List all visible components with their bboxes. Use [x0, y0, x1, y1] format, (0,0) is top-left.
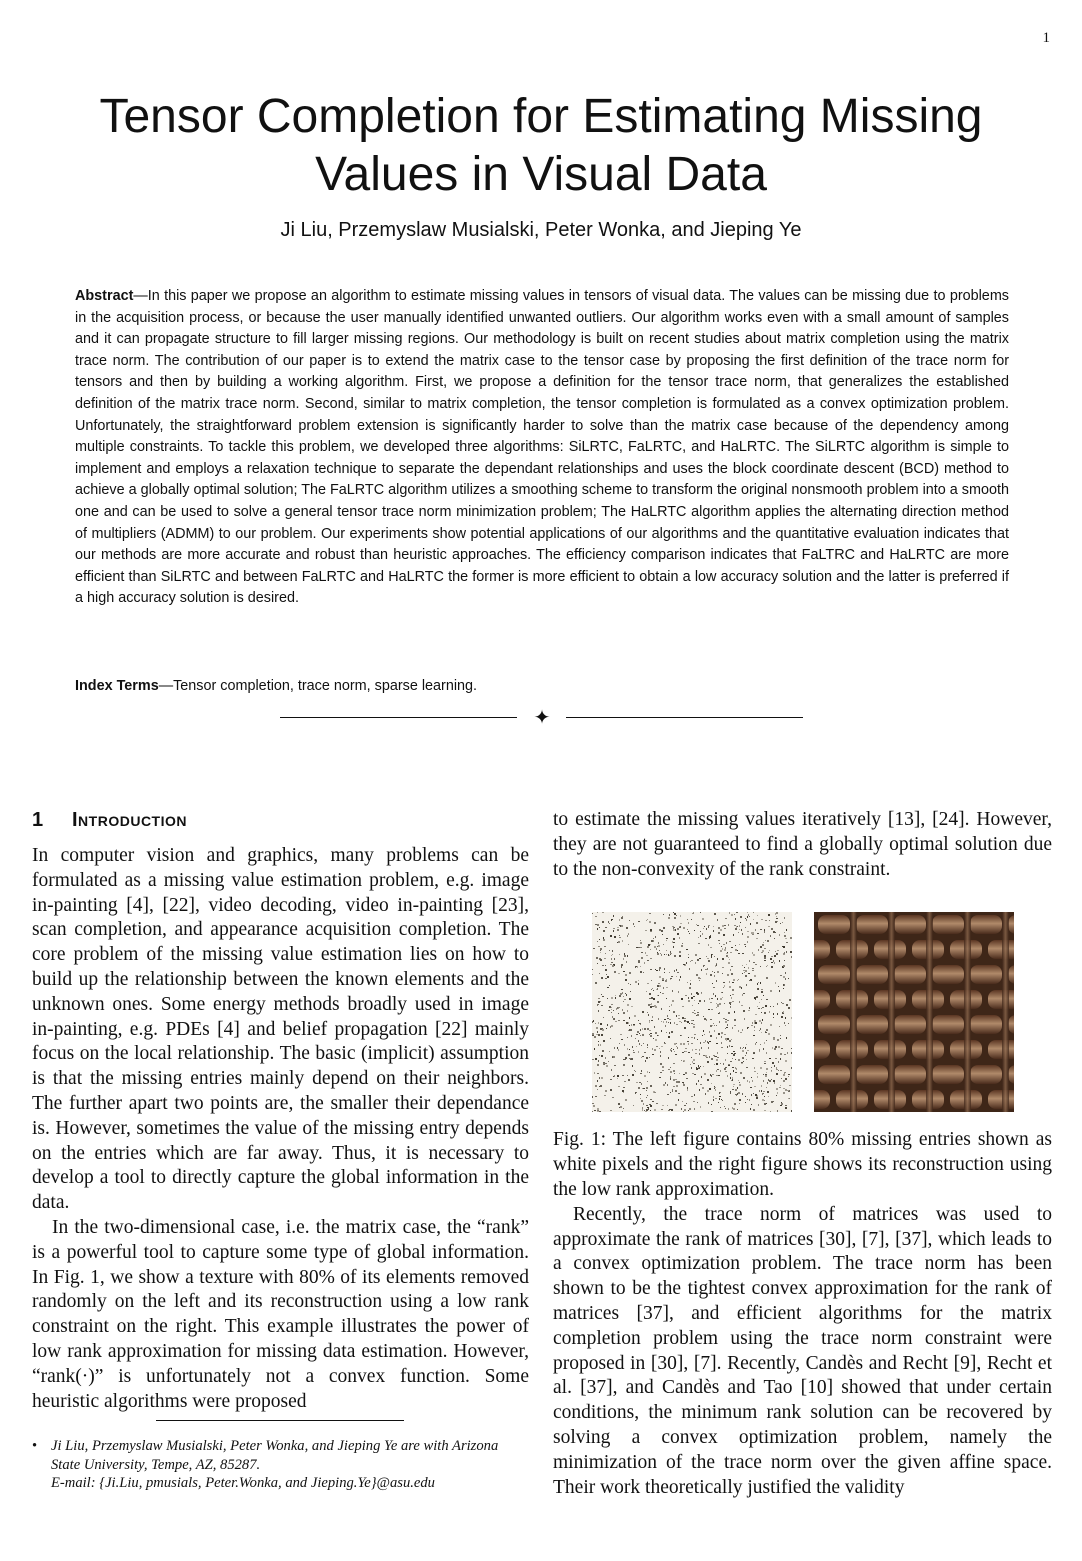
index-terms-text: —Tensor completion, trace norm, sparse learning. [158, 678, 478, 694]
reconstructed-texture-image [814, 912, 1014, 1112]
abstract-text: —In this paper we propose an algorithm to estimate missing values in tensors of visual data. The values can be missing due to problems in the acquisition process, or because the user manually identified unwanted outliers. Our algorithm works even with a small amount of samples and it can propagate structure to fill larger missing regions. Our methodology is built on recent studies about matrix completion using the matrix trace norm. The contribution of our paper is to extend the matrix case to the tensor case by proposing the first definition of the trace norm for tensors and then by building a working algorithm. First, we propose a definition for the tensor trace norm, that generalizes the established definition of the matrix trace norm. Second, similar to matrix completion, the tensor completion is formulated as a convex optimization problem. Unfortunately, the straightforward problem extension is significantly harder to solve than the matrix case because of the dependency among multiple constraints. To tackle this problem, we developed three algorithms: SiLRTC, FaLRTC, and HaLRTC. The SiLRTC algorithm is simple to implement and employs a relaxation technique to separate the dependant relationships and uses the block coordinate descent (BCD) method to achieve a globally optimal solution; The FaLRTC algorithm utilizes a smoothing scheme to transform the original nonsmooth problem into a smooth one and can be used to solve a general tensor trace norm minimization problem; The HaLRTC algorithm applies the alternating direction method of multipliers (ADMM) to our problem. Our experiments show potential applications of our algorithms and the quantitative evaluation indicates that our methods are more accurate and robust than heuristic approaches. The efficiency comparison indicates that FaLTRC and HaLRTC are more efficient than SiLRTC and between FaLRTC and HaLRTC the former is more efficient to obtain a low accuracy solution and the latter is preferred if a high accuracy solution is desired. [75, 288, 1009, 607]
divider-line-right [566, 717, 803, 718]
footnote-bullet: • [32, 1438, 38, 1455]
index-terms [75, 676, 1009, 696]
abstract-label: Abstract [75, 288, 134, 304]
right-column [553, 808, 1052, 1500]
divider-diamond-icon: ✦ [533, 705, 551, 729]
section-number: 1 [32, 809, 44, 831]
missing-entries-image [592, 912, 792, 1112]
intro-paragraph-1: In computer vision and graphics, many problems can be formulated as a missing value estimation problem, e.g. image in-painting [4], [22], video decoding, video in-painting [23], scan completion, and appearance acquisition completion. The core problem of the missing value estimation lies on how to build up the relationship between the known elements and the unknown ones. Some energy methods broadly used in image in-painting, e.g. PDEs [4] and belief propagation [22] mainly focus on the local relationship. The basic (implicit) assumption is that the missing entries mainly depend on their neighbors. The further apart two points are, the smaller their dependance is. However, sometimes the value of the missing entry depends on the entries which are far away. Thus, it is necessary to develop a tool to directly capture the global information in the data. [32, 845, 529, 1214]
footnote-affiliation: Ji Liu, Przemyslaw Musialski, Peter Wonka, and Jieping Ye are with Arizona State University, Tempe, AZ, 85287. [51, 1438, 499, 1473]
section-heading [32, 806, 529, 834]
figure-1-caption: Fig. 1: The left figure contains 80% missing entries shown as white pixels and the right figure shows its reconstruction using the low rank approximation. [553, 1129, 1052, 1200]
right-paragraph-1: to estimate the missing values iteratively [13], [24]. However, they are not guaranteed to find a globally optimal solution due to the non-convexity of the rank constraint. [553, 809, 1052, 880]
abstract [75, 286, 1009, 610]
divider-line-left [280, 717, 517, 718]
footnote-rule [156, 1420, 404, 1421]
figure-1 [553, 912, 1052, 1112]
footnote [32, 1437, 529, 1493]
footnote-email: E-mail: {Ji.Liu, pmusials, Peter.Wonka, and Jieping.Ye}@asu.edu [51, 1475, 435, 1492]
paper-title: Tensor Completion for Estimating Missing Values in Visual Data [99, 90, 983, 201]
page-number: 1 [1042, 30, 1050, 46]
section-divider [280, 706, 803, 730]
section-title: Introduction [72, 809, 187, 831]
author-list: Ji Liu, Przemyslaw Musialski, Peter Wonka, and Jieping Ye [280, 219, 802, 241]
index-terms-label: Index Terms [75, 678, 159, 694]
right-paragraph-2: Recently, the trace norm of matrices was used to approximate the rank of matrices [30], [7], [37], which leads to a convex optimization problem. The trace norm has been shown to be the tightest convex approximation for the rank of matrices [37], and efficient algorithms for the matrix completion problem using the trace norm constraint were proposed in [30], [7]. Recently, Candès and Recht [9], Recht et al. [37], and Candès and Tao [10] showed that under certain conditions, the minimum rank solution can be recovered by solving a convex optimization problem, namely the minimization of the trace norm over the given affine space. Their work theoretically justified the validity [553, 1203, 1052, 1498]
intro-paragraph-2: In the two-dimensional case, i.e. the matrix case, the “rank” is a powerful tool to capture some type of global information. In Fig. 1, we show a texture with 80% of its elements removed randomly on the left and its reconstruction using a low rank constraint on the right. This example illustrates the power of low rank approximation for missing data estimation. However, “rank(·)” is unfortunately not a convex function. Some heuristic algorithms were proposed [32, 1216, 529, 1412]
left-column [32, 806, 529, 1493]
